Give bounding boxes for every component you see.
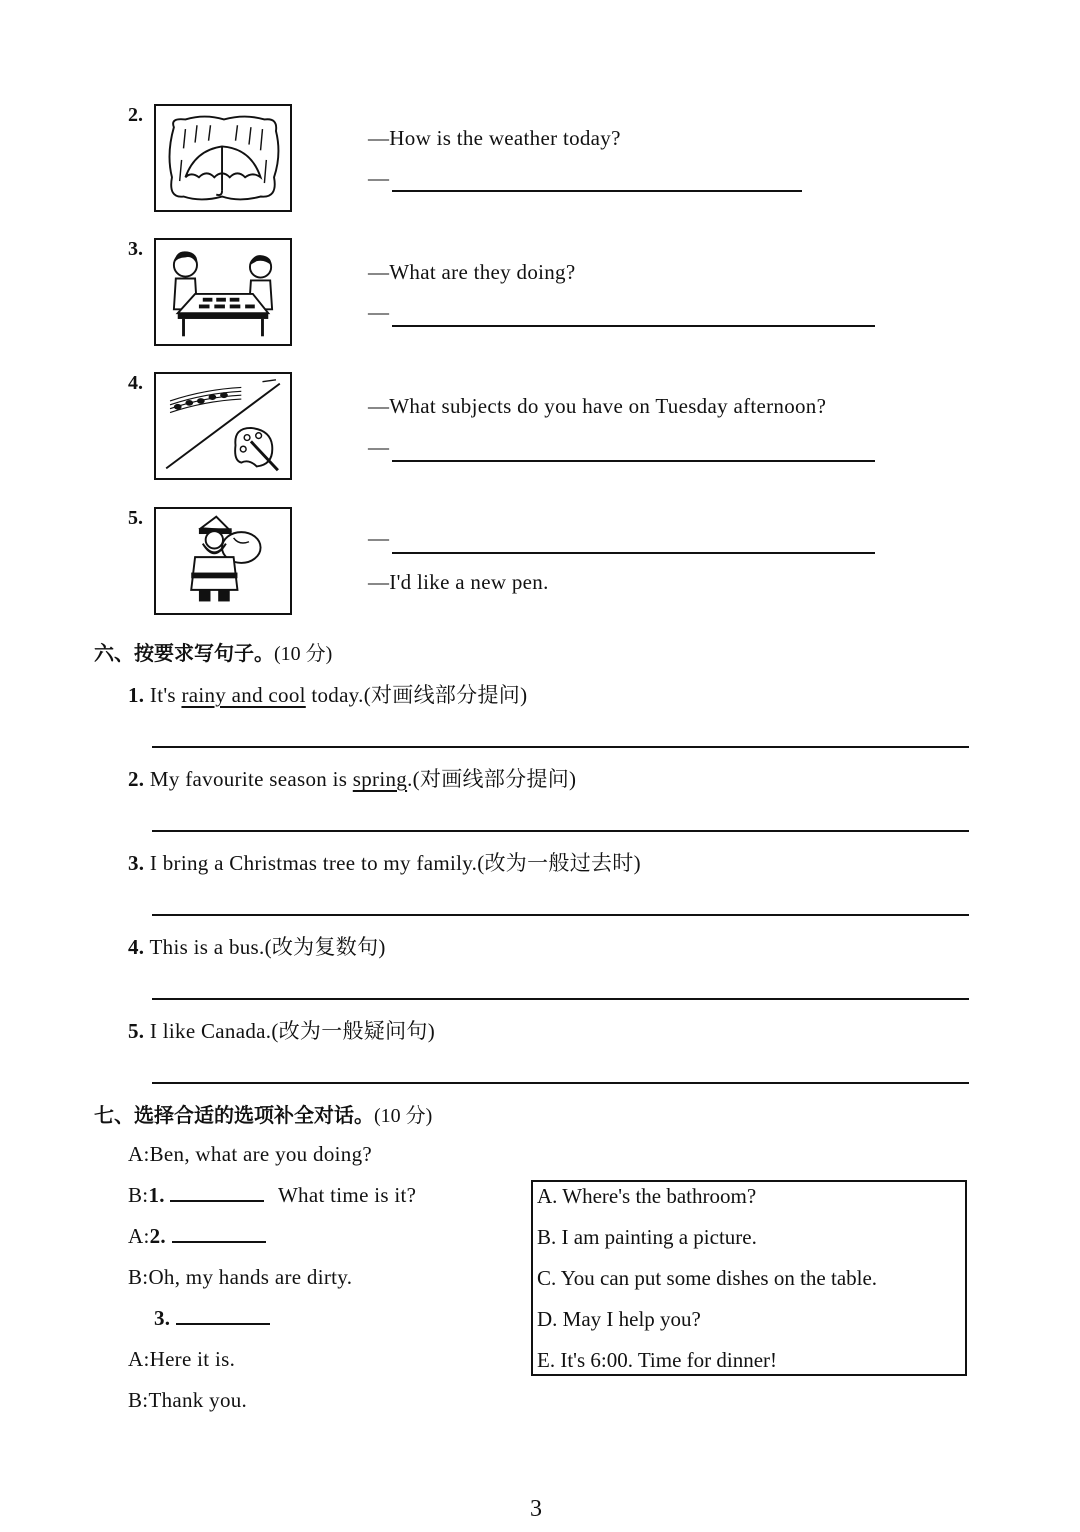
rewrite-item bbox=[128, 1015, 435, 1045]
option-c: C. You can put some dishes on the table. bbox=[537, 1266, 878, 1290]
item-number: 4. bbox=[128, 935, 145, 959]
answer-dash: — bbox=[368, 166, 390, 190]
item-text-pre: It's bbox=[144, 683, 182, 707]
page-number: 3 bbox=[530, 1496, 542, 1522]
question-text: —How is the weather today? bbox=[368, 126, 621, 150]
rewrite-answer-blank[interactable] bbox=[152, 830, 969, 832]
answer-blank[interactable] bbox=[392, 325, 875, 327]
dialogue-line: B:Oh, my hands are dirty. bbox=[128, 1265, 353, 1289]
blank-number: 1. bbox=[148, 1183, 165, 1207]
item-note: (对画线部分提问) bbox=[412, 767, 577, 791]
question-number: 2. bbox=[128, 104, 143, 126]
dialogue-line bbox=[128, 1224, 266, 1249]
option-e: E. It's 6:00. Time for dinner! bbox=[537, 1348, 778, 1372]
question-blank[interactable] bbox=[392, 552, 875, 554]
item-text-post: . bbox=[407, 767, 413, 791]
item-text-post: today. bbox=[305, 683, 364, 707]
dialogue-line bbox=[128, 1183, 416, 1208]
dialogue-blank-2[interactable] bbox=[172, 1241, 266, 1243]
item-text: This is a bus. bbox=[144, 935, 265, 959]
dialogue-line: A:Here it is. bbox=[128, 1347, 236, 1371]
item-underlined: spring bbox=[352, 767, 408, 791]
answer-dash: — bbox=[368, 300, 390, 324]
music-and-art-icon bbox=[154, 372, 292, 480]
question-number: 5. bbox=[128, 507, 143, 529]
option-a: A. Where's the bathroom? bbox=[537, 1184, 757, 1208]
item-number: 2. bbox=[128, 767, 145, 791]
option-d: D. May I help you? bbox=[537, 1307, 701, 1331]
option-b: B. I am painting a picture. bbox=[537, 1225, 757, 1249]
item-note: (改为复数句) bbox=[264, 935, 386, 959]
rain-umbrella-icon bbox=[154, 104, 292, 212]
section-7-heading bbox=[94, 1099, 432, 1128]
section-6-heading bbox=[94, 637, 332, 666]
speaker: A: bbox=[128, 1224, 150, 1248]
blank-number: 2. bbox=[149, 1224, 166, 1248]
answer-text: —I'd like a new pen. bbox=[368, 570, 549, 594]
santa-claus-icon bbox=[154, 507, 292, 615]
rewrite-answer-blank[interactable] bbox=[152, 746, 969, 748]
item-text: I like Canada. bbox=[144, 1019, 272, 1043]
section-6-title: 六、按要求写句子。 bbox=[94, 643, 274, 665]
item-number: 1. bbox=[128, 683, 145, 707]
question-number: 4. bbox=[128, 372, 143, 394]
item-note: (改为一般疑问句) bbox=[271, 1019, 435, 1043]
rewrite-answer-blank[interactable] bbox=[152, 998, 969, 1000]
item-underlined: rainy and cool bbox=[181, 683, 306, 707]
kids-playing-cards-icon bbox=[154, 238, 292, 346]
item-text-pre: My favourite season is bbox=[144, 767, 353, 791]
rewrite-item bbox=[128, 679, 527, 709]
blank-number: 3. bbox=[154, 1306, 171, 1330]
question-number: 3. bbox=[128, 238, 143, 260]
section-6-points: (10 分) bbox=[274, 643, 333, 665]
question-text: —What are they doing? bbox=[368, 260, 576, 284]
item-number: 3. bbox=[128, 851, 145, 875]
dialogue-blank-3[interactable] bbox=[176, 1323, 270, 1325]
question-dash: — bbox=[368, 526, 390, 550]
rewrite-answer-blank[interactable] bbox=[152, 1082, 969, 1084]
rewrite-item bbox=[128, 763, 576, 793]
answer-blank[interactable] bbox=[392, 190, 802, 192]
rewrite-item bbox=[128, 847, 641, 877]
answer-blank[interactable] bbox=[392, 460, 875, 462]
item-number: 5. bbox=[128, 1019, 145, 1043]
item-note: (对画线部分提问) bbox=[363, 683, 528, 707]
dialogue-line: A:Ben, what are you doing? bbox=[128, 1142, 372, 1166]
dialogue-line bbox=[154, 1306, 270, 1331]
rewrite-answer-blank[interactable] bbox=[152, 914, 969, 916]
dialogue-text: What time is it? bbox=[277, 1183, 417, 1207]
section-7-title: 七、选择合适的选项补全对话。 bbox=[94, 1105, 374, 1127]
section-7-points: (10 分) bbox=[374, 1105, 433, 1127]
answer-dash: — bbox=[368, 435, 390, 459]
dialogue-line: B:Thank you. bbox=[128, 1388, 248, 1412]
question-text: —What subjects do you have on Tuesday afternoon? bbox=[368, 394, 827, 418]
rewrite-item bbox=[128, 931, 386, 961]
item-text: I bring a Christmas tree to my family. bbox=[144, 851, 478, 875]
item-note: (改为一般过去时) bbox=[477, 851, 641, 875]
options-box bbox=[531, 1180, 967, 1376]
dialogue-blank-1[interactable] bbox=[170, 1200, 264, 1202]
speaker: B: bbox=[128, 1183, 149, 1207]
